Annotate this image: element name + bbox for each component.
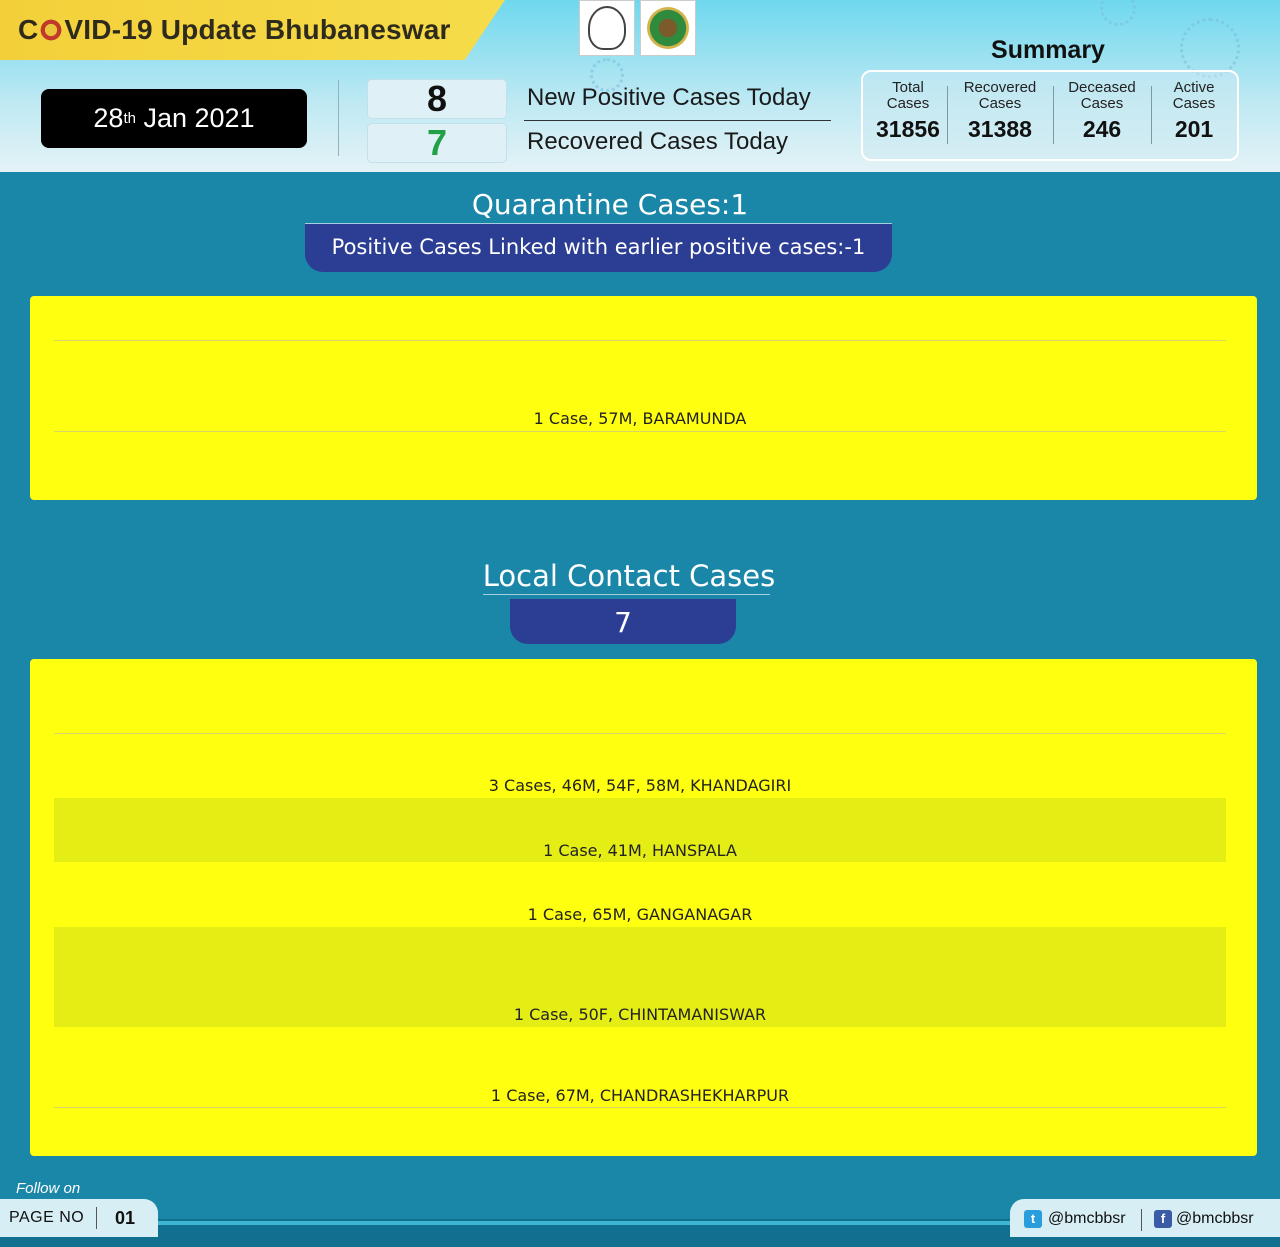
summary-value: 201 — [1174, 116, 1214, 142]
list-item: 3 Cases, 46M, 54F, 58M, KHANDAGIRI — [488, 776, 792, 795]
summary-label: Cases — [1080, 95, 1124, 112]
summary-label: Deceased — [1068, 79, 1136, 96]
local-contact-count: 7 — [510, 599, 736, 644]
divider — [483, 594, 770, 595]
list-item: 1 Case, 50F, CHINTAMANISWAR — [54, 927, 1226, 1027]
page-label: PAGE NO — [9, 1209, 85, 1226]
virus-icon — [39, 18, 63, 42]
summary-label: Cases — [978, 95, 1022, 112]
list-item: 1 Case, 67M, CHANDRASHEKHARPUR — [490, 1086, 790, 1105]
summary-label: Cases — [1172, 95, 1216, 112]
divider — [338, 80, 339, 156]
date-display — [41, 89, 307, 148]
summary-active-cases — [1153, 80, 1235, 143]
new-positive-count: 8 — [367, 79, 507, 119]
bmc-logo — [640, 0, 696, 56]
quarantine-heading: Quarantine Cases:1 — [471, 188, 749, 221]
quarantine-case-list — [30, 296, 1257, 500]
list-item: 1 Case, 41M, HANSPALA — [54, 798, 1226, 862]
summary-recovered-cases — [955, 80, 1045, 143]
summary-label: Cases — [886, 95, 930, 112]
odisha-govt-emblem-logo — [579, 0, 635, 56]
date-rest: Jan 2021 — [135, 103, 255, 133]
new-positive-label: New Positive Cases Today — [527, 84, 811, 111]
summary-value: 31856 — [876, 116, 940, 142]
local-contact-heading: Local Contact Cases — [482, 559, 776, 593]
summary-total-cases — [871, 80, 945, 143]
list-item: 1 Case, 57M, BARAMUNDA — [533, 409, 747, 428]
header — [0, 0, 1280, 172]
summary-value: 31388 — [968, 116, 1032, 142]
page-value: 01 — [115, 1208, 136, 1228]
page-number-box — [0, 1199, 158, 1237]
recovered-label: Recovered Cases Today — [527, 128, 789, 155]
twitter-handle[interactable]: @bmcbbsr — [1048, 1210, 1126, 1227]
divider — [96, 1207, 97, 1229]
local-contact-case-list — [30, 659, 1257, 1156]
social-links — [1010, 1199, 1280, 1237]
quarantine-subheading: Positive Cases Linked with earlier positive cases:-1 — [305, 224, 892, 272]
divider — [1151, 86, 1152, 144]
summary-value: 246 — [1082, 116, 1122, 142]
page-title — [18, 14, 451, 46]
divider — [947, 86, 948, 144]
list-item: 1 Case, 65M, GANGANAGAR — [527, 905, 753, 924]
divider — [1053, 86, 1054, 144]
virus-decoration-icon — [1180, 18, 1240, 78]
recovered-count: 7 — [367, 123, 507, 163]
emblem-icon — [588, 6, 626, 50]
title-prefix: C — [18, 14, 39, 45]
follow-label: Follow on — [16, 1180, 81, 1197]
summary-title: Summary — [991, 36, 1105, 64]
row-divider — [54, 1107, 1226, 1108]
summary-panel — [861, 70, 1239, 161]
divider — [524, 120, 831, 121]
facebook-icon[interactable]: f — [1154, 1210, 1172, 1228]
twitter-icon[interactable]: t — [1024, 1210, 1042, 1228]
date-day: 28 — [93, 103, 124, 133]
summary-deceased-cases — [1057, 80, 1147, 143]
divider — [1141, 1209, 1142, 1231]
virus-decoration-icon — [1100, 0, 1136, 26]
summary-label: Active — [1173, 79, 1215, 96]
row-divider — [54, 431, 1226, 432]
bmc-emblem-icon — [647, 7, 689, 49]
footer-accent-line — [150, 1221, 1020, 1225]
facebook-handle[interactable]: @bmcbbsr — [1176, 1210, 1254, 1227]
date-suffix: th — [123, 110, 136, 127]
title-suffix: VID-19 Update Bhubaneswar — [64, 14, 451, 45]
summary-label: Recovered — [963, 79, 1037, 96]
summary-label: Total — [892, 79, 924, 96]
